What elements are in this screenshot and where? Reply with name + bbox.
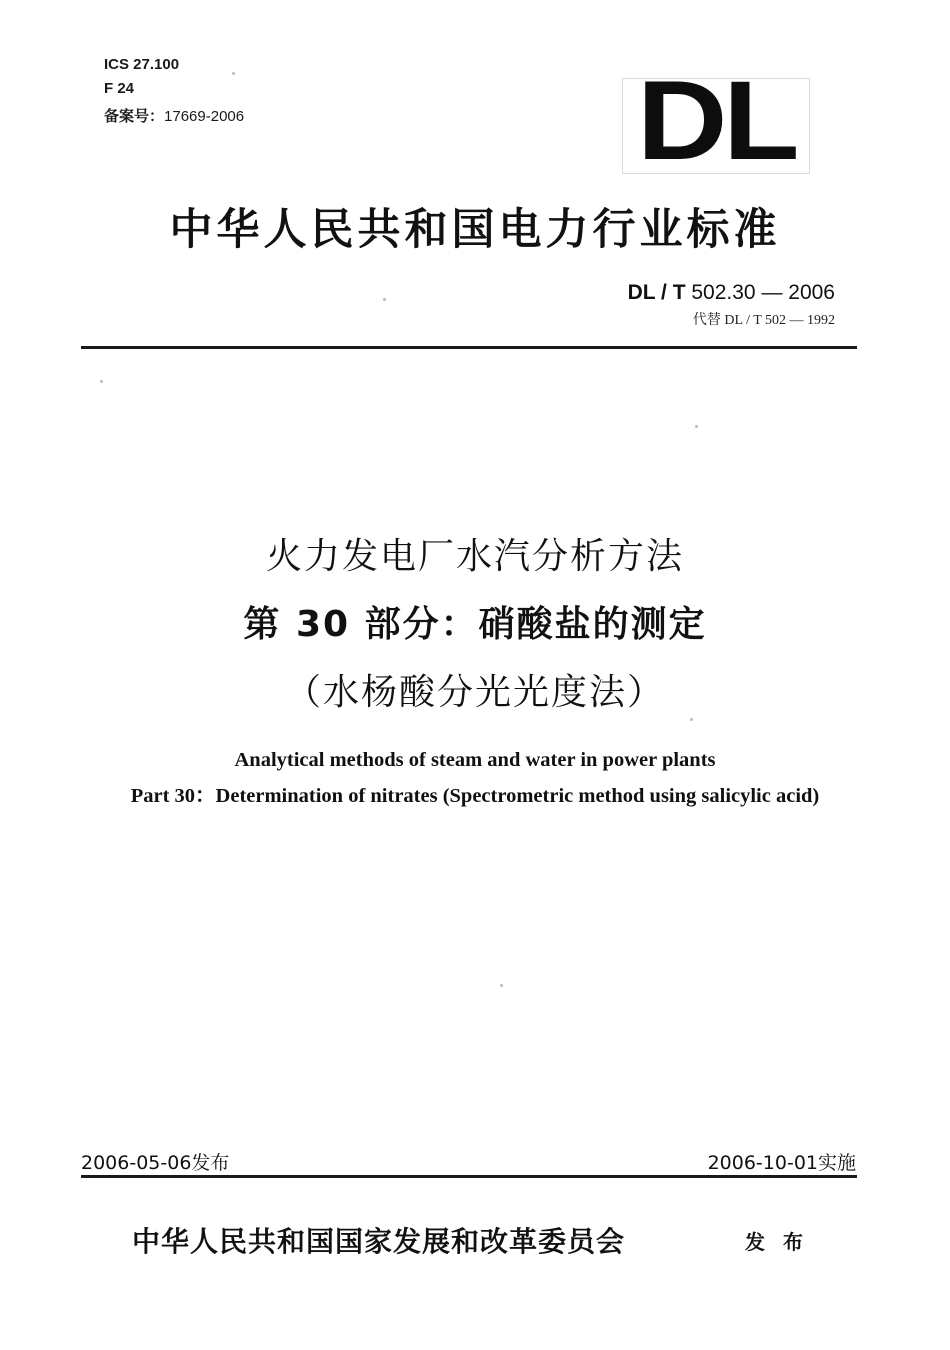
standard-number-prefix: DL / T bbox=[627, 281, 686, 304]
top-divider bbox=[81, 346, 857, 349]
document-title-line-2: 第 30 部分：硝酸盐的测定 bbox=[243, 604, 707, 645]
dl-logo-text: DL bbox=[636, 58, 796, 183]
replaces-standard: 代替 DL / T 502 — 1992 bbox=[692, 313, 835, 328]
record-label: 备案号： bbox=[104, 108, 165, 125]
english-title-line-2: Part 30：Determination of nitrates (Spectrometric method using salicylic acid) bbox=[130, 785, 820, 807]
document-title-line-3: （水杨酸分光光度法） bbox=[284, 672, 665, 713]
standard-number-value: 502.30 — 2006 bbox=[691, 281, 835, 304]
standard-number bbox=[628, 281, 835, 305]
scan-speck bbox=[690, 718, 693, 721]
scan-speck bbox=[695, 425, 698, 428]
scan-speck bbox=[383, 298, 386, 301]
record-value: 17669-2006 bbox=[164, 108, 245, 125]
document-title-line-1: 火力发电厂水汽分析方法 bbox=[265, 536, 684, 577]
scan-speck bbox=[100, 380, 103, 383]
implementation-date: 2006-10-01实施 bbox=[707, 1152, 856, 1174]
scan-speck bbox=[500, 984, 503, 987]
issue-date: 2006-05-06发布 bbox=[81, 1152, 230, 1174]
english-title-line-1: Analytical methods of steam and water in power plants bbox=[234, 749, 716, 771]
issued-label: 发布 bbox=[745, 1230, 821, 1254]
ics-code: ICS 27.100 bbox=[104, 56, 180, 73]
classification-code: F 24 bbox=[104, 80, 135, 97]
dl-logo bbox=[622, 58, 810, 183]
issuing-authority: 中华人民共和国国家发展和改革委员会 bbox=[132, 1225, 626, 1258]
record-number bbox=[104, 105, 244, 126]
standard-title: 中华人民共和国电力行业标准 bbox=[169, 205, 781, 255]
scan-speck bbox=[232, 72, 235, 75]
bottom-divider bbox=[81, 1175, 857, 1178]
